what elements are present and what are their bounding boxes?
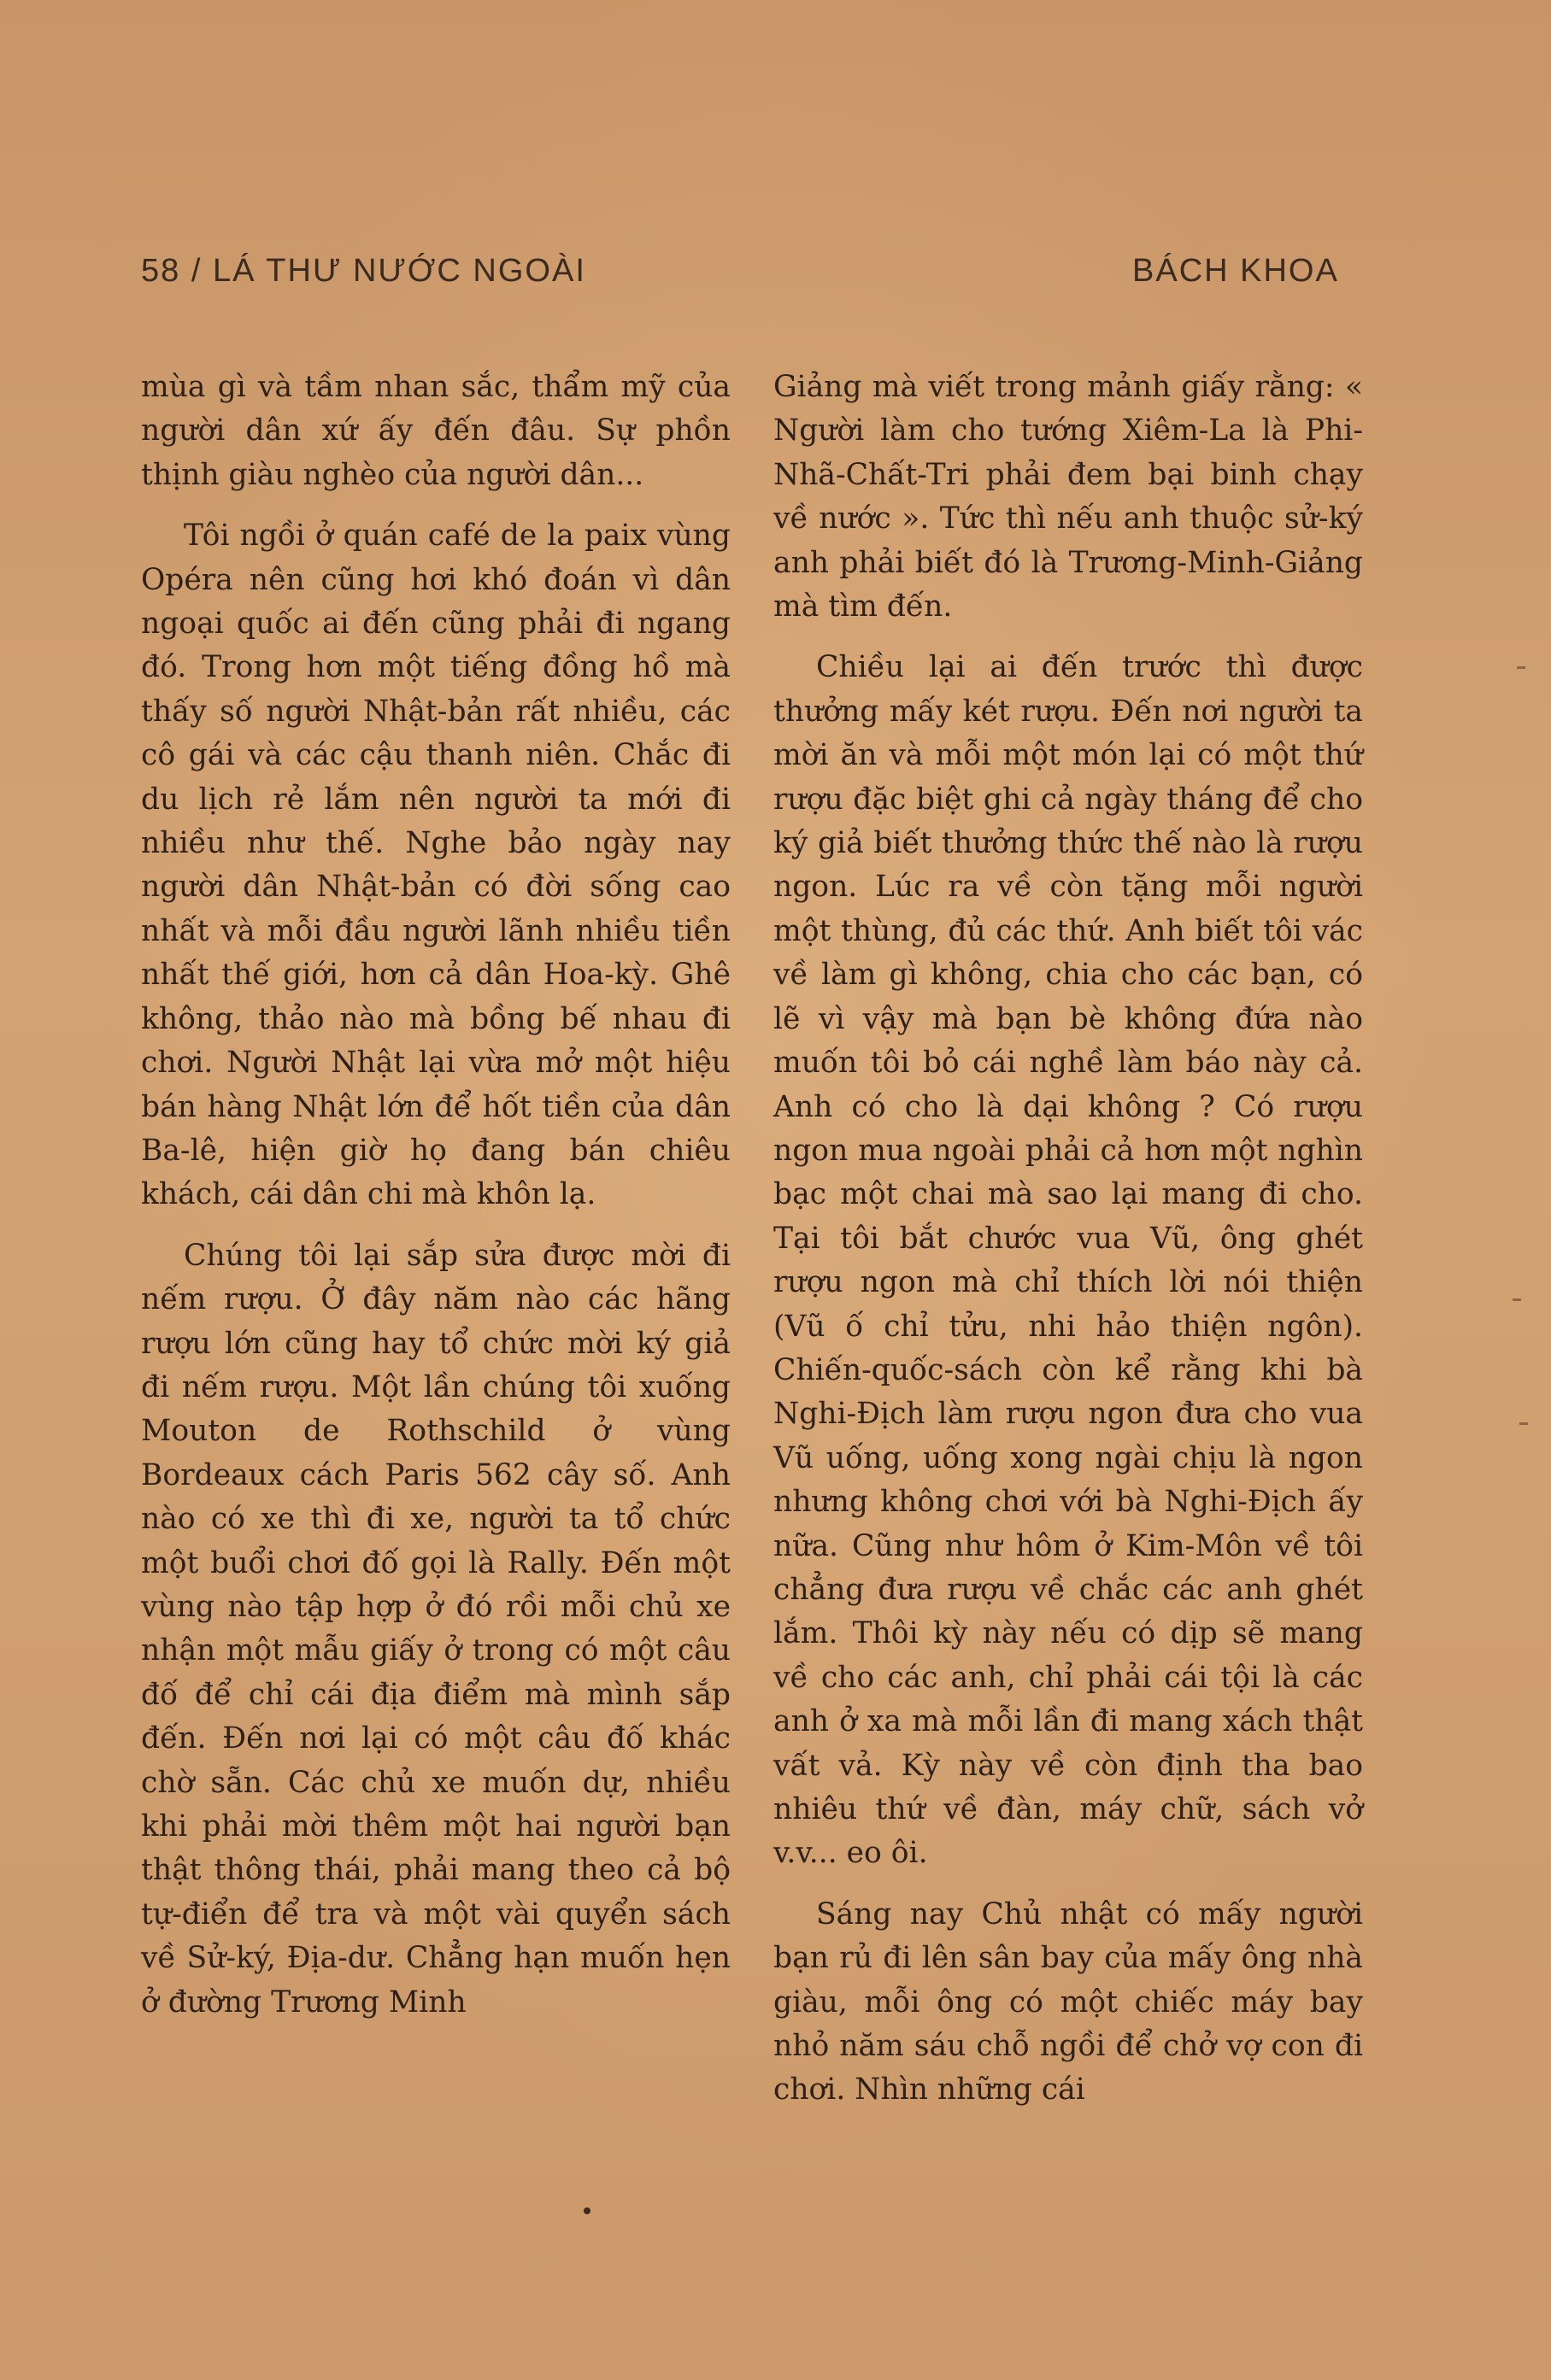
running-header-left: 58 / LÁ THƯ NƯỚC NGOÀI xyxy=(141,253,586,289)
edge-speck xyxy=(1513,1298,1521,1301)
right-column xyxy=(773,366,1363,2113)
page-bottom-dot xyxy=(584,2207,590,2214)
left-column xyxy=(141,366,731,2025)
edge-speck xyxy=(1517,666,1525,669)
paragraph: Sáng nay Chủ nhật có mấy người bạn rủ đi lên sân bay của mấy ông nhà giàu, mỗi ông có một chiếc máy bay nhỏ năm sáu chỗ ngồi để chở vợ con đi chơi. Nhìn những cái xyxy=(773,1896,1363,2107)
paragraph: Giảng mà viết trong mảnh giấy rằng: « Người làm cho tướng Xiêm-La là Phi-Nhã-Chất-Tri phải đem bại binh chạy về nước ». Tức thì nếu anh thuộc sử-ký anh phải biết đó là Trương-Minh-Giảng mà tìm đến. xyxy=(773,370,1363,624)
running-header-right: BÁCH KHOA xyxy=(1132,253,1339,289)
paragraph: Tôi ngồi ở quán café de la paix vùng Opéra nên cũng hơi khó đoán vì dân ngoại quốc ai đến cũng phải đi ngang đó. Trong hơn một tiếng đồng hồ mà thấy số người Nhật-bản rất nhiều, các cô gái và các cậu thanh niên. Chắc đi du lịch rẻ lắm nên người ta mới đi nhiều như thế. Nghe bảo ngày nay người dân Nhật-bản có đời sống cao nhất và mỗi đầu người lãnh nhiều tiền nhất thế giới, hơn cả dân Hoa-kỳ. Ghê không, thảo nào mà bồng bế nhau đi chơi. Người Nhật lại vừa mở một hiệu bán hàng Nhật lớn để hốt tiền của dân Ba-lê, hiện giờ họ đang bán chiêu khách, cái dân chi mà khôn lạ. xyxy=(141,519,731,1212)
paragraph: Chiều lại ai đến trước thì được thưởng mấy két rượu. Đến nơi người ta mời ăn và mỗi một món lại có một thứ rượu đặc biệt ghi cả ngày tháng để cho ký giả biết thưởng thức thế nào là rượu ngon. Lúc ra về còn tặng mỗi người một thùng, đủ các thứ. Anh biết tôi vác về làm gì không, chia cho các bạn, có lẽ vì vậy mà bạn bè không đứa nào muốn tôi bỏ cái nghề làm báo này cả. Anh có cho là dại không ? Có rượu ngon mua ngoài phải cả hơn một nghìn bạc một chai mà sao lại mang đi cho. Tại tôi bắt chước vua Vũ, ông ghét rượu ngon mà chỉ thích lời nói thiện (Vũ ố chỉ tửu, nhi hảo thiện ngôn). Chiến-quốc-sách còn kể rằng khi bà Nghi-Địch làm rượu ngon đưa cho vua Vũ uống, uống xong ngài chịu là ngon nhưng không chơi với bà Nghi-Địch ấy nữa. Cũng như hôm ở Kim-Môn về tôi chẳng đưa rượu về chắc các anh ghét lắm. Thôi kỳ này nếu có dịp sẽ mang về cho các anh, chỉ phải cái tội là các anh ở xa mà mỗi lần đi mang xách thật vất vả. Kỳ này về còn định tha bao nhiêu thứ về đàn, máy chữ, sách vở v.v... eo ôi. xyxy=(773,650,1363,1871)
paragraph: Chúng tôi lại sắp sửa được mời đi nếm rượu. Ở đây năm nào các hãng rượu lớn cũng hay tổ chức mời ký giả đi nếm rượu. Một lần chúng tôi xuống Mouton de Rothschild ở vùng Bordeaux cách Paris 562 cây số. Anh nào có xe thì đi xe, người ta tổ chức một buổi chơi đố gọi là Rally. Đến một vùng nào tập hợp ở đó rồi mỗi chủ xe nhận một mẫu giấy ở trong có một câu đố để chỉ cái địa điểm mà mình sắp đến. Đến nơi lại có một câu đố khác chờ sẵn. Các chủ xe muốn dự, nhiều khi phải mời thêm một hai người bạn thật thông thái, phải mang theo cả bộ tự-điển để tra và một vài quyển sách về Sử-ký, Địa-dư. Chẳng hạn muốn hẹn ở đường Trương Minh xyxy=(141,1238,731,2019)
paragraph: mùa gì và tầm nhan sắc, thẩm mỹ của người dân xứ ấy đến đâu. Sự phồn thịnh giàu nghèo của người dân... xyxy=(141,370,731,492)
edge-speck xyxy=(1519,1422,1528,1425)
